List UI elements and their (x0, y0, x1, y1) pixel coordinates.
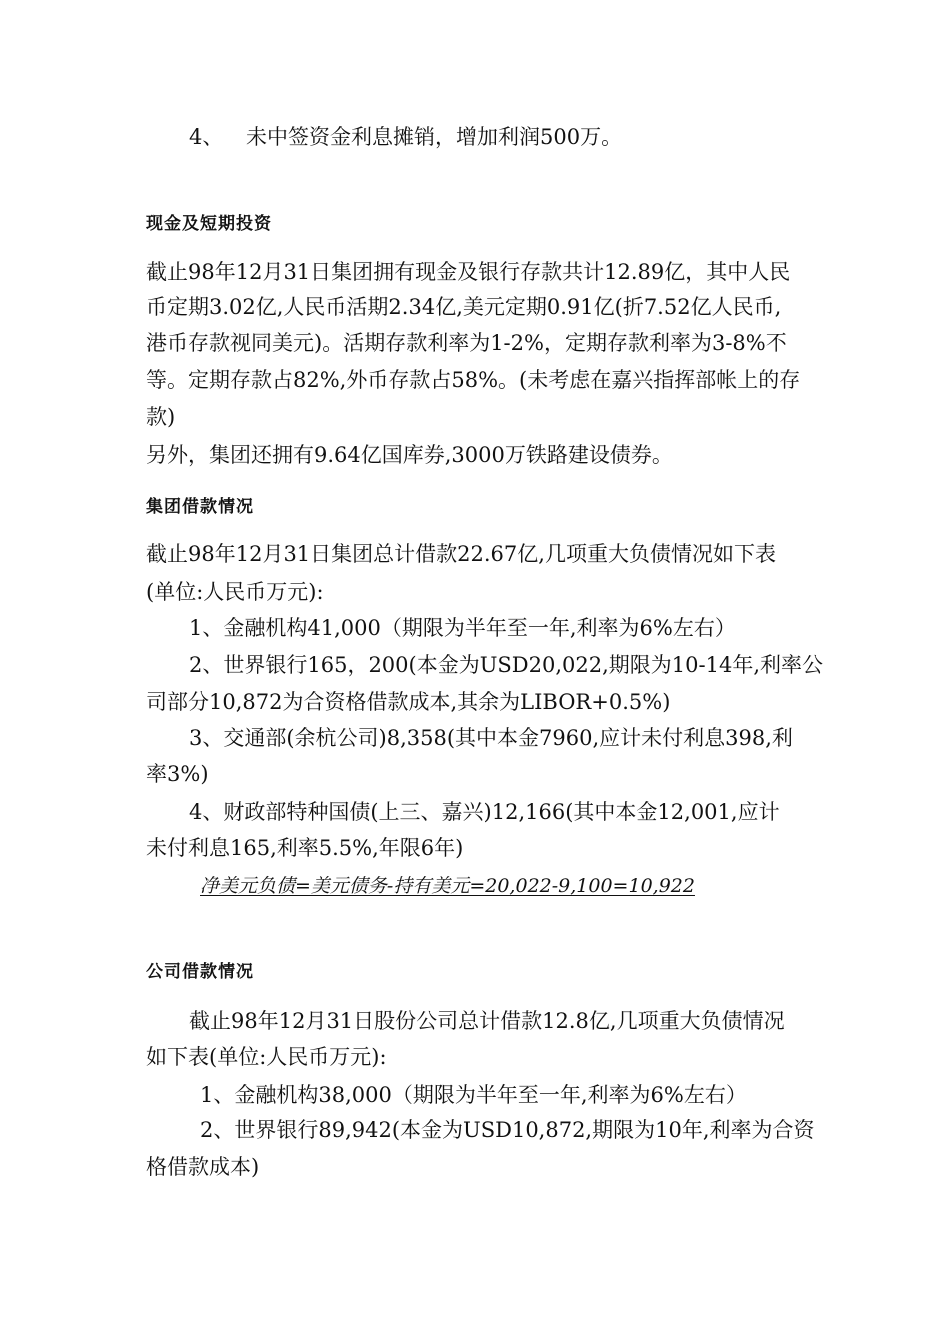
paragraph-line: 款) (146, 405, 176, 429)
list-item-continuation: 司部分10,872为合资格借款成本,其余为LIBOR+0.5%) (146, 690, 671, 714)
list-item-continuation: 格借款成本) (146, 1155, 260, 1179)
formula-line: 净美元负债=美元债务-持有美元=20,022-9,100=10,922 (200, 875, 695, 897)
paragraph-line: (单位:人民币万元): (146, 580, 324, 604)
paragraph-line: 截止98年12月31日股份公司总计借款12.8亿,几项重大负债情况 (189, 1009, 785, 1033)
paragraph-line: 另外，集团还拥有9.64亿国库券,3000万铁路建设债券。 (146, 443, 673, 467)
list-item: 2、世界银行89,942(本金为USD10,872,期限为10年,利率为合资 (200, 1118, 815, 1142)
list-item-text: 未中签资金利息摊销，增加利润500万。 (246, 125, 623, 149)
section-heading: 现金及短期投资 (146, 214, 272, 234)
paragraph-line: 截止98年12月31日集团拥有现金及银行存款共计12.89亿，其中人民 (146, 260, 791, 284)
paragraph-line: 币定期3.02亿,人民币活期2.34亿,美元定期0.91亿(折7.52亿人民币, (146, 295, 782, 319)
paragraph-line: 如下表(单位:人民币万元): (146, 1045, 387, 1069)
section-heading: 公司借款情况 (146, 962, 254, 982)
section-heading: 集团借款情况 (146, 497, 254, 517)
paragraph-line: 等。定期存款占82%,外币存款占58%。(未考虑在嘉兴指挥部帐上的存 (146, 368, 801, 392)
list-item: 4、财政部特种国债(上三、嘉兴)12,166(其中本金12,001,应计 (189, 800, 780, 824)
list-item: 3、交通部(余杭公司)8,358(其中本金7960,应计未付利息398,利 (189, 726, 793, 750)
list-item-continuation: 未付利息165,利率5.5%,年限6年) (146, 836, 464, 860)
list-item-continuation: 率3%) (146, 762, 209, 786)
list-item: 1、金融机构38,000（期限为半年至一年,利率为6%左右） (200, 1083, 747, 1107)
list-item: 1、金融机构41,000（期限为半年至一年,利率为6%左右） (189, 616, 736, 640)
list-item: 2、世界银行165，200(本金为USD20,022,期限为10-14年,利率公 (189, 653, 824, 677)
list-item-number: 4、 (189, 125, 224, 149)
paragraph-line: 截止98年12月31日集团总计借款22.67亿,几项重大负债情况如下表 (146, 542, 776, 566)
paragraph-line: 港币存款视同美元)。活期存款利率为1-2%，定期存款利率为3-8%不 (146, 331, 787, 355)
